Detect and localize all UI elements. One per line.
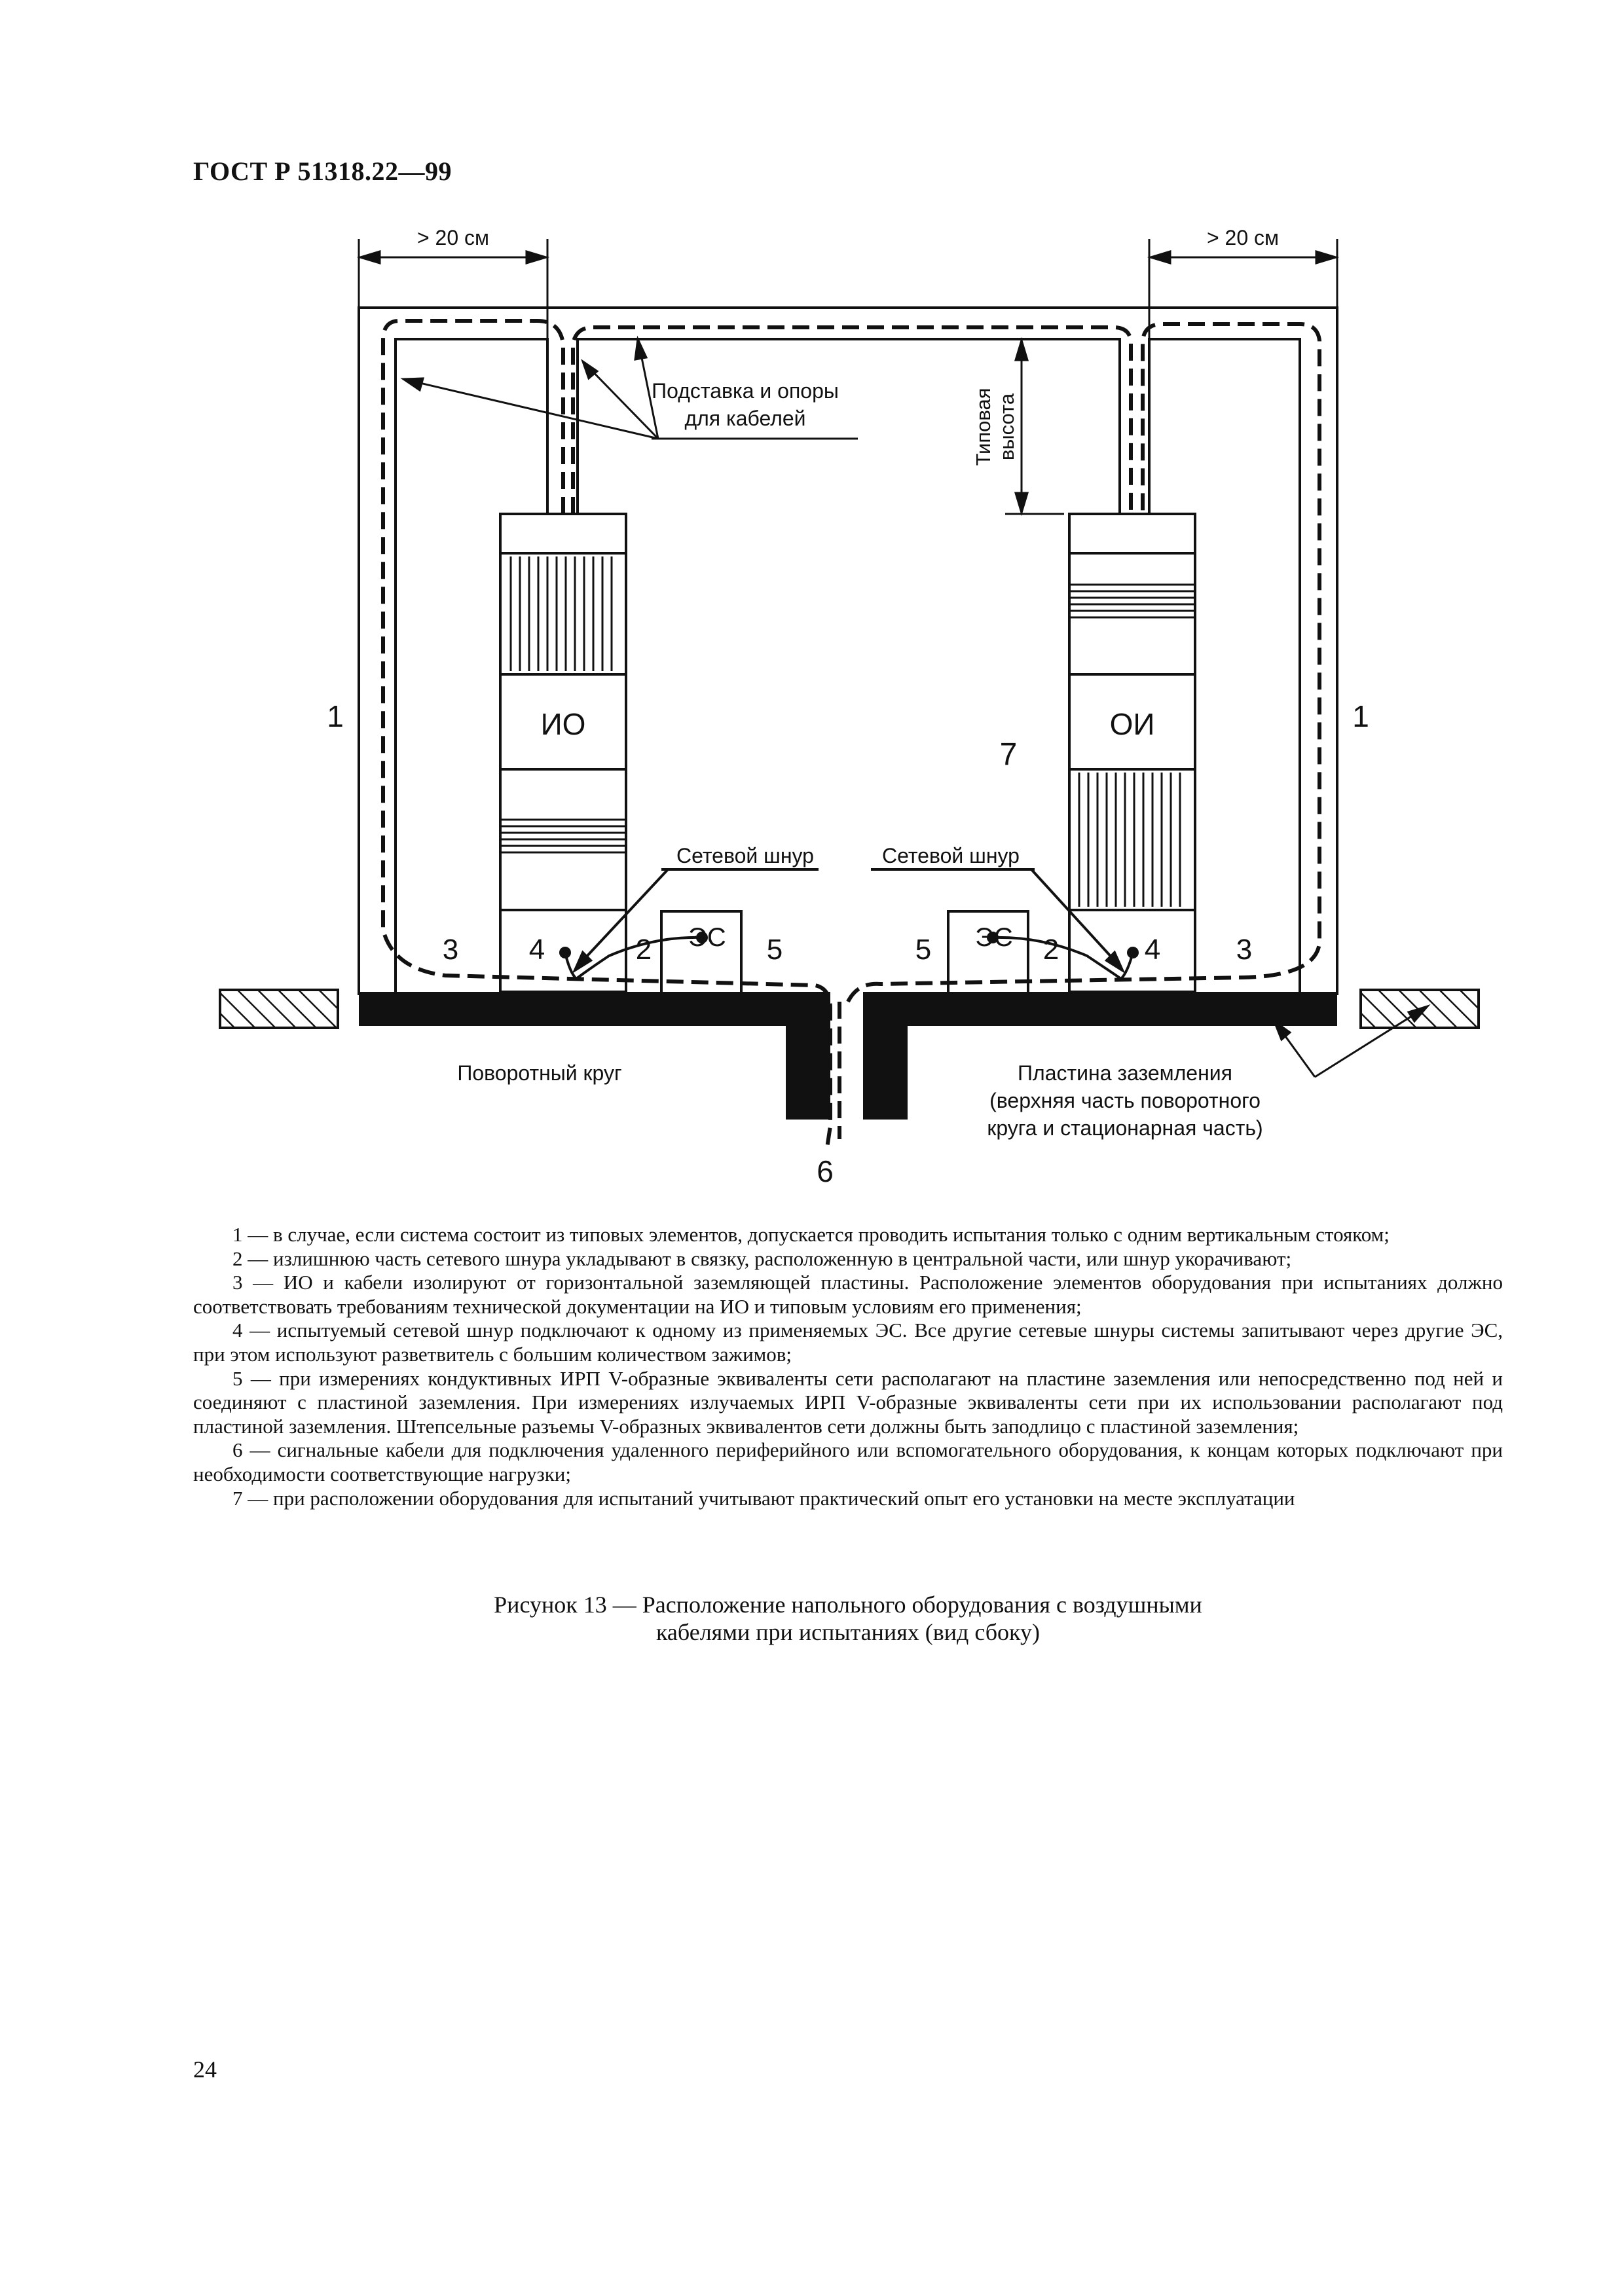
caption-line-2: кабелями при испытаниях (вид сбоку)	[655, 1619, 1041, 1645]
page-number: 24	[193, 2056, 217, 2083]
callout-5-right: 5	[915, 934, 932, 966]
turntable-label: Поворотный круг	[457, 1061, 622, 1085]
note-6: 6 — сигнальные кабели для подключения удаленного периферийного или вспомогательного оборудования, к концам которых подключают при необходимости соответствующие нагрузки;	[193, 1438, 1503, 1485]
cable-stand	[359, 308, 1337, 995]
callout-4-right: 4	[1144, 934, 1161, 966]
signal-cables	[383, 321, 1319, 1152]
dimension-right-label: > 20 см	[1206, 226, 1280, 249]
stand-label-2: для кабелей	[684, 407, 806, 430]
ems-right-label: ЭС	[975, 923, 1013, 952]
page-header: ГОСТ Р 51318.22—99	[193, 156, 452, 186]
aux-label: ОИ	[1109, 707, 1155, 741]
dimension-left-label: > 20 см	[416, 226, 490, 249]
ground-plate-label-2: (верхняя часть поворотного	[989, 1089, 1261, 1112]
mains-cord-right-label: Сетевой шнур	[882, 844, 1020, 867]
aux-horizontal-hatch	[1069, 585, 1195, 617]
callout-1-right: 1	[1352, 699, 1369, 733]
typical-height-label-1: Типовая	[972, 388, 995, 466]
callout-3-left: 3	[442, 934, 459, 966]
figure-notes	[193, 1223, 1503, 1510]
aux-vertical-hatch	[1079, 773, 1180, 907]
callout-6: 6	[817, 1154, 834, 1188]
note-7: 7 — при расположении оборудования для испытаний учитывают практический опыт его установки на месте эксплуатации	[232, 1486, 1295, 1510]
callout-5-left: 5	[766, 934, 783, 966]
note-2: 2 — излишнюю часть сетевого шнура укладывают в связку, расположенную в центральной части, или шнур укорачивают;	[232, 1247, 1292, 1270]
callout-3-right: 3	[1236, 934, 1253, 966]
figure-caption	[193, 1591, 1503, 1646]
eut-horizontal-hatch	[500, 820, 626, 852]
ems-left-label: ЭС	[688, 923, 726, 952]
eut-label: ИО	[540, 707, 586, 741]
note-5: 5 — при измерениях кондуктивных ИРП V-образные эквиваленты сети располагают на пластине заземления или непосредственно под ней и соединяют с пластиной заземления. При измерениях излучаемых ИРП V-образные эквиваленты сети при их использовании располагают под пластиной заземления. Штепсельные разъемы V-образных эквивалентов сети должны быть заподлицо с пластиной заземления;	[193, 1366, 1503, 1438]
note-1: 1 — в случае, если система состоит из типовых элементов, допускается проводить испытания только с одним вертикальным стояком;	[232, 1223, 1390, 1246]
typical-height-label-2: высота	[995, 393, 1018, 461]
note-3: 3 — ИО и кабели изолируют от горизонтальной заземляющей пластины. Расположение элементов оборудования при испытаниях должно соответствовать требованиям технической документации на ИО и типовым условиям его применения;	[193, 1271, 1503, 1318]
note-4: 4 — испытуемый сетевой шнур подключают к одному из применяемых ЭС. Все другие сетевые шнуры системы запитывают через другие ЭС, при этом используют разветвитель с большим количеством зажимов;	[193, 1319, 1503, 1366]
ground-plate-label-1: Пластина заземления	[1018, 1061, 1232, 1085]
callout-2-left: 2	[635, 934, 652, 966]
callout-1-left: 1	[327, 699, 344, 733]
callout-7: 7	[999, 737, 1018, 772]
mains-cord-left-label: Сетевой шнур	[676, 844, 814, 867]
callout-4-left: 4	[528, 934, 545, 966]
callout-2-right: 2	[1042, 934, 1060, 966]
caption-line-1: Рисунок 13 — Расположение напольного оборудования с воздушными	[494, 1592, 1202, 1618]
eut-vertical-hatch	[511, 556, 612, 671]
ground-plate-label-3: круга и стационарная часть)	[987, 1116, 1263, 1140]
stand-label-1: Подставка и опоры	[652, 379, 839, 403]
